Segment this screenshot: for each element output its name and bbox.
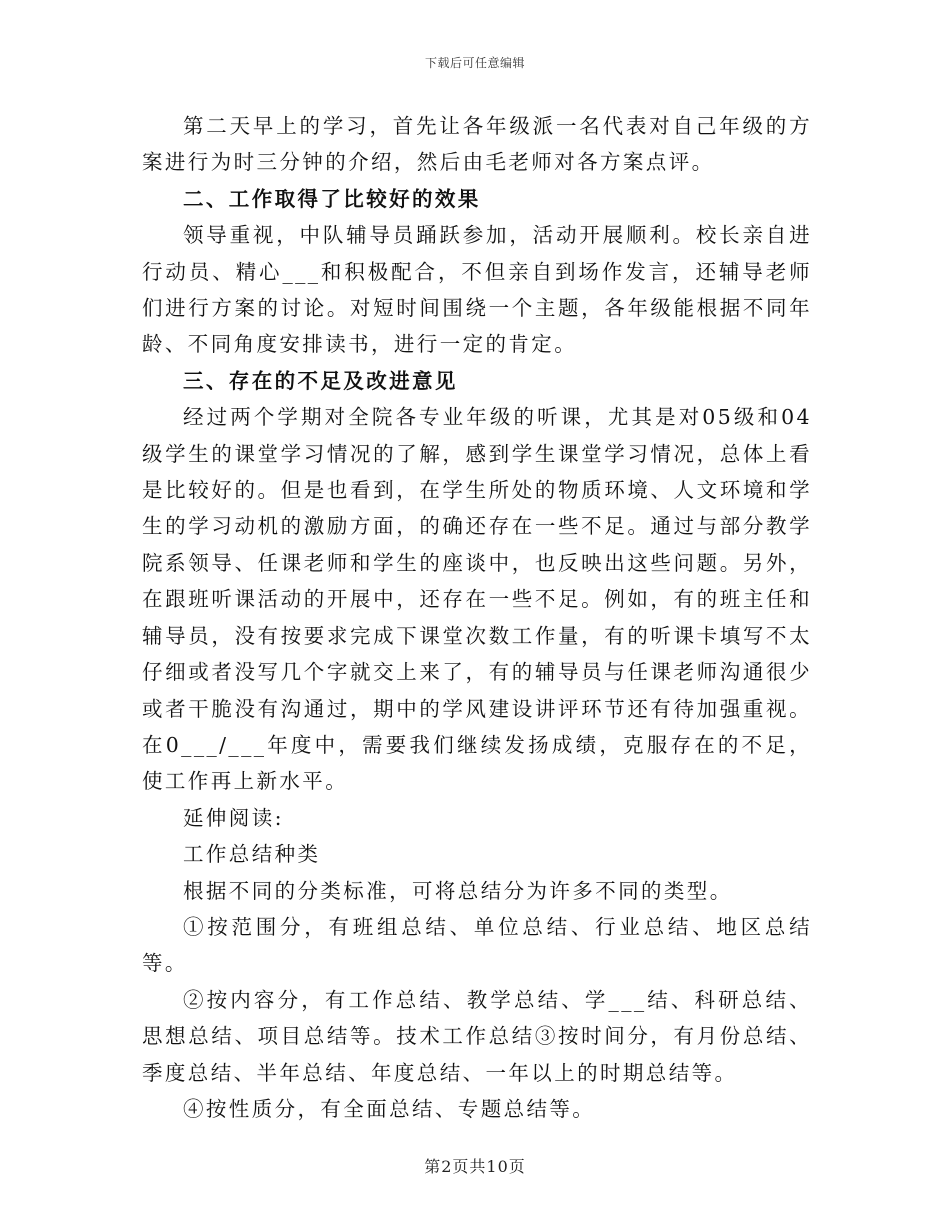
- paragraph-second-day-study: 第二天早上的学习，首先让各年级派一名代表对自己年级的方案进行为时三分钟的介绍，然后由毛老师对各方案点评。: [142, 114, 812, 175]
- paragraph-shortcomings: 经过两个学期对全院各专业年级的听课，尤其是对05级和04级学生的课堂学习情况的了解，感到学生课堂学习情况，总体上看是比较好的。但是也看到，在学生所处的物质环境、人文环境和学生的学习动机的激励方面，的确还存在一些不足。通过与部分教学院系领导、任课老师和学生的座谈中，也反映出这些问题。另外，在跟班听课活动的开展中，还存在一些不足。例如，有的班主任和辅导员，没有按要求完成下课堂次数工作量，有的听课卡填写不太仔细或者没写几个字就交上来了，有的辅导员与任课老师沟通很少或者干脆没有沟通过，期中的学风建设讲评环节还有待加强重视。在0___/___年度中，需要我们继续发扬成绩，克服存在的不足，使工作再上新水平。: [142, 405, 812, 794]
- list-item-by-content: ②按内容分，有工作总结、教学总结、学___结、科研总结、思想总结、项目总结等。技术工作总结③按时间分，有月份总结、季度总结、半年总结、年度总结、一年以上的时期总结等。: [142, 987, 812, 1085]
- paragraph-leadership: 领导重视，中队辅导员踊跃参加，活动开展顺利。校长亲自进行动员、精心___和积极配合，不但亲自到场作发言，还辅导老师们进行方案的讨论。对短时间围绕一个主题，各年级能根据不同年龄、不同角度安排读书，进行一定的肯定。: [142, 223, 812, 357]
- page-header: 下载后可任意编辑: [424, 56, 525, 70]
- page-number: 第2页共10页: [424, 1157, 526, 1176]
- section-heading-results: 二、工作取得了比较好的效果: [183, 186, 481, 211]
- list-item-by-scope: ①按范围分，有班组总结、单位总结、行业总结、地区总结等。: [142, 914, 812, 976]
- summary-types-title: 工作总结种类: [183, 842, 321, 867]
- extended-reading-label: 延伸阅读:: [183, 805, 284, 830]
- list-item-by-nature: ④按性质分，有全面总结、专题总结等。: [183, 1096, 596, 1121]
- paragraph-classification: 根据不同的分类标准，可将总结分为许多不同的类型。: [183, 878, 733, 903]
- document-body: [142, 108, 812, 1127]
- section-heading-shortcomings: 三、存在的不足及改进意见: [183, 368, 458, 393]
